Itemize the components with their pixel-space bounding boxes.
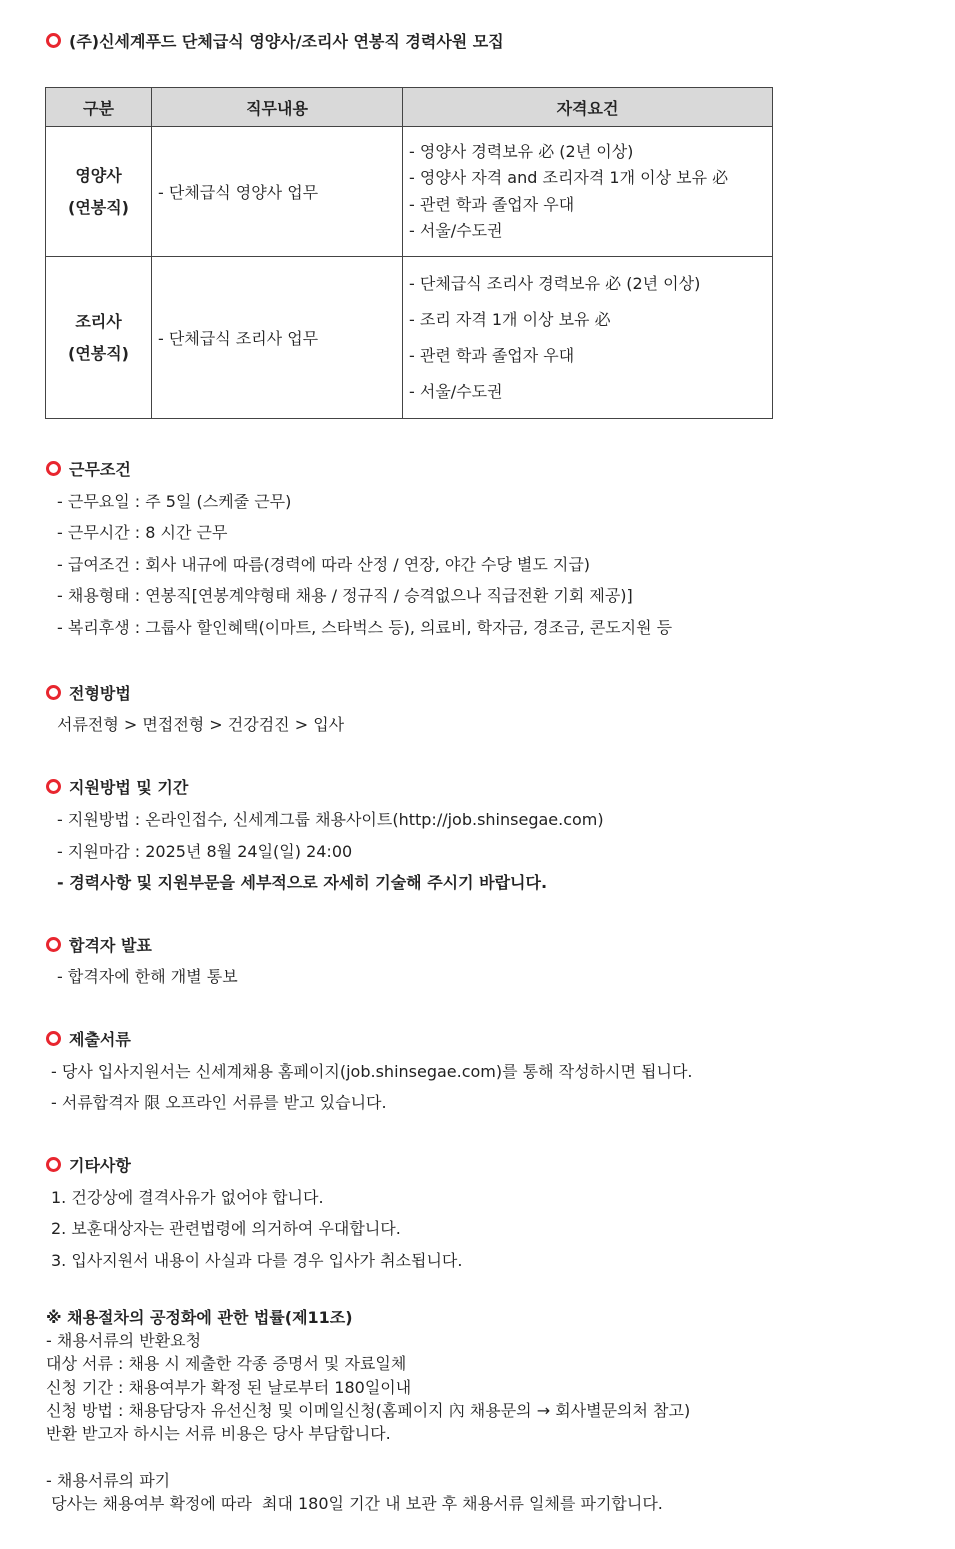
law-line: - 채용서류의 반환요청 (46, 1331, 202, 1350)
page-title: (주)신세계푸드 단체급식 영양사/조리사 연봉직 경력사원 모집 (46, 29, 504, 52)
header-division: 구분 (46, 88, 152, 127)
law-line: 신청 방법 : 채용담당자 유선신청 및 이메일신청(홈페이지 內 채용문의 → 회사별문의처 참고) (46, 1401, 691, 1420)
list-item: - 채용형태 : 연봉직[연봉계약형태 채용 / 정규직 / 승격없으나 직급전환 기회 제공)] (57, 586, 633, 605)
law-line: 반환 받고자 하시는 서류 비용은 당사 부담합니다. (46, 1424, 391, 1443)
disposal-text: 당사는 채용여부 확정에 따라 최대 180일 기간 내 보관 후 채용서류 일체를 파기합니다. (46, 1494, 663, 1513)
header-duty: 직무내용 (152, 88, 403, 127)
red-circle-icon (46, 937, 61, 952)
red-circle-icon (46, 779, 61, 794)
list-item: - 당사 입사지원서는 신세계채용 홈페이지(job.shinsegae.com)를 통해 작성하시면 됩니다. (51, 1062, 693, 1081)
other-heading: 기타사항 (46, 1153, 131, 1176)
announcement-text: - 합격자에 한해 개별 통보 (57, 967, 238, 986)
table-row (46, 127, 773, 257)
list-item: - 복리후생 : 그룹사 할인혜택(이마트, 스타벅스 등), 의료비, 학자금, 경조금, 콘도지원 등 (57, 618, 673, 637)
red-circle-icon (46, 461, 61, 476)
red-circle-icon (46, 1031, 61, 1046)
list-item: - 급여조건 : 회사 내규에 따름(경력에 따라 산정 / 연장, 야간 수당 별도 지급) (57, 555, 591, 574)
table-row (46, 257, 773, 419)
apply-heading: 지원방법 및 기간 (46, 775, 188, 798)
selection-steps: 서류전형 > 면접전형 > 건강검진 > 입사 (57, 715, 345, 734)
header-requirements: 자격요건 (403, 88, 773, 127)
work-conditions-heading: 근무조건 (46, 457, 131, 480)
red-circle-icon (46, 33, 61, 48)
duty-cell: - 단체급식 조리사 업무 (152, 257, 403, 419)
role-cell: 조리사 (연봉직) (46, 257, 152, 419)
list-item: - 지원마감 : 2025년 8월 24일(일) 24:00 (57, 842, 353, 861)
list-item: - 서류합격자 限 오프라인 서류를 받고 있습니다. (51, 1093, 387, 1112)
list-item: - 지원방법 : 온라인접수, 신세계그룹 채용사이트(http://job.shinsegae.com) (57, 810, 604, 829)
list-item: - 근무요일 : 주 5일 (스케줄 근무) (57, 492, 292, 511)
law-heading: ※ 채용절차의 공정화에 관한 법률(제11조) (46, 1308, 353, 1327)
announcement-heading: 합격자 발표 (46, 933, 152, 956)
duty-cell: - 단체급식 영양사 업무 (152, 127, 403, 257)
law-line: 대상 서류 : 채용 시 제출한 각종 증명서 및 자료일체 (46, 1354, 407, 1373)
disposal-heading: - 채용서류의 파기 (46, 1471, 171, 1490)
list-item: 3. 입사지원서 내용이 사실과 다를 경우 입사가 취소됩니다. (51, 1251, 463, 1270)
list-item: 2. 보훈대상자는 관련법령에 의거하여 우대합니다. (51, 1219, 401, 1238)
list-item: - 근무시간 : 8 시간 근무 (57, 523, 228, 542)
table-header-row (46, 88, 773, 127)
apply-emphasis: - 경력사항 및 지원부문을 세부적으로 자세히 기술해 주시기 바랍니다. (57, 873, 548, 892)
requirements-cell: - 단체급식 조리사 경력보유 必 (2년 이상) - 조리 자격 1개 이상 보유 必 - 관련 학과 졸업자 우대 - 서울/수도권 (403, 257, 773, 419)
documents-heading: 제출서류 (46, 1027, 131, 1050)
role-cell: 영양사 (연봉직) (46, 127, 152, 257)
job-table (45, 87, 773, 419)
red-circle-icon (46, 1157, 61, 1172)
requirements-cell: - 영양사 경력보유 必 (2년 이상) - 영양사 자격 and 조리자격 1개 이상 보유 必 - 관련 학과 졸업자 우대 - 서울/수도권 (403, 127, 773, 257)
selection-heading: 전형방법 (46, 681, 131, 704)
law-line: 신청 기간 : 채용여부가 확정 된 날로부터 180일이내 (46, 1378, 412, 1397)
list-item: 1. 건강상에 결격사유가 없어야 합니다. (51, 1188, 324, 1207)
red-circle-icon (46, 685, 61, 700)
